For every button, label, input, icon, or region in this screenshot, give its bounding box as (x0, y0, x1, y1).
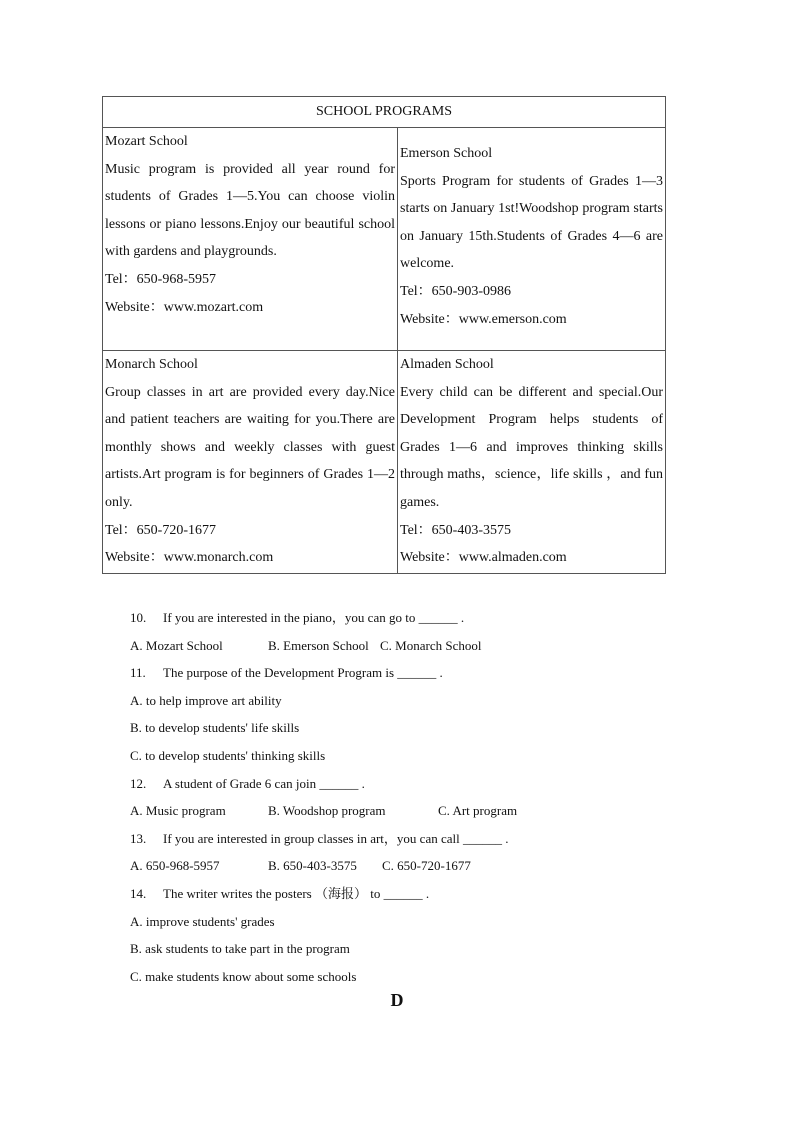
table-title: SCHOOL PROGRAMS (103, 97, 666, 128)
school-website: Website：www.monarch.com (105, 550, 274, 566)
school-tel: Tel：650-720-1677 (105, 522, 217, 538)
option-b: B. 650-403-3575 (268, 858, 357, 874)
option-a: A. improve students' grades (130, 913, 275, 929)
question-stem (130, 604, 650, 632)
question-text: The writer writes the posters （海报） to ______ . (163, 885, 430, 901)
school-description: Sports Program for students of Grades 1—3 starts on January 1st!Woodshop program starts on January 15th.Students of Grades 4—6 are welcome. (400, 173, 663, 272)
school-description: Every child can be different and special.Our Development Program helps students of Grades 1—6 and improves thinking skills through maths，science，life skills ，and fun games. (400, 384, 663, 510)
school-cell-mozart (103, 128, 398, 351)
school-description: Group classes in art are provided every day.Nice and patient teachers are waiting for you.There are monthly shows and weekly classes with guest artists.Art program is for beginners of Grades 1—2 only. (105, 384, 395, 510)
school-website: Website：www.almaden.com (400, 550, 567, 566)
option-c: C. 650-720-1677 (382, 858, 471, 874)
question-text: The purpose of the Development Program is ______ . (163, 665, 443, 681)
school-programs-table (102, 96, 666, 574)
option-a: A. 650-968-5957 (130, 858, 220, 874)
question-text: A student of Grade 6 can join ______ . (163, 775, 365, 791)
school-name: Emerson School (400, 146, 493, 161)
question-number: 10. (130, 610, 147, 625)
option-c: C. Art program (438, 803, 518, 819)
school-cell-monarch (103, 351, 398, 574)
question-stem (130, 880, 650, 908)
option-b: B. Emerson School (268, 637, 369, 653)
option-b: B. ask students to take part in the program (130, 941, 350, 957)
school-cell-almaden (398, 351, 666, 574)
school-tel: Tel：650-903-0986 (400, 283, 512, 299)
question-stem (130, 825, 650, 853)
question-number: 13. (130, 830, 147, 846)
school-cell-emerson (398, 128, 666, 351)
school-name: Almaden School (400, 357, 494, 372)
option-row (130, 632, 650, 660)
question-stem (130, 770, 650, 798)
question-number: 11. (130, 665, 146, 681)
question-stem (130, 659, 650, 687)
option-a: A. to help improve art ability (130, 692, 282, 708)
option-b: B. to develop students' life skills (130, 720, 300, 736)
question-text: If you are interested in the piano，you can go to ______ . (163, 610, 465, 625)
option-a: A. Mozart School (130, 637, 223, 653)
option-c: C. to develop students' thinking skills (130, 747, 326, 763)
option-row (130, 797, 650, 825)
school-name: Monarch School (105, 357, 198, 372)
section-letter: D (390, 990, 404, 1010)
question-number: 12. (130, 775, 147, 791)
option-b: B. Woodshop program (268, 803, 386, 819)
school-name: Mozart School (105, 134, 188, 149)
school-description: Music program is provided all year round for students of Grades 1—5.You can choose violin lessons or piano lessons.Enjoy our beautiful school with gardens and playgrounds. (105, 161, 395, 260)
school-website: Website：www.mozart.com (105, 299, 264, 315)
school-website: Website：www.emerson.com (400, 311, 567, 327)
school-tel: Tel：650-968-5957 (105, 271, 217, 287)
question-number: 14. (130, 885, 147, 901)
option-c: C. Monarch School (380, 637, 482, 653)
school-tel: Tel：650-403-3575 (400, 522, 512, 538)
option-a: A. Music program (130, 803, 226, 819)
question-list (130, 604, 650, 990)
option-row (130, 852, 650, 880)
option-c: C. make students know about some schools (130, 968, 357, 984)
question-text: If you are interested in group classes in art，you can call ______ . (163, 830, 509, 846)
